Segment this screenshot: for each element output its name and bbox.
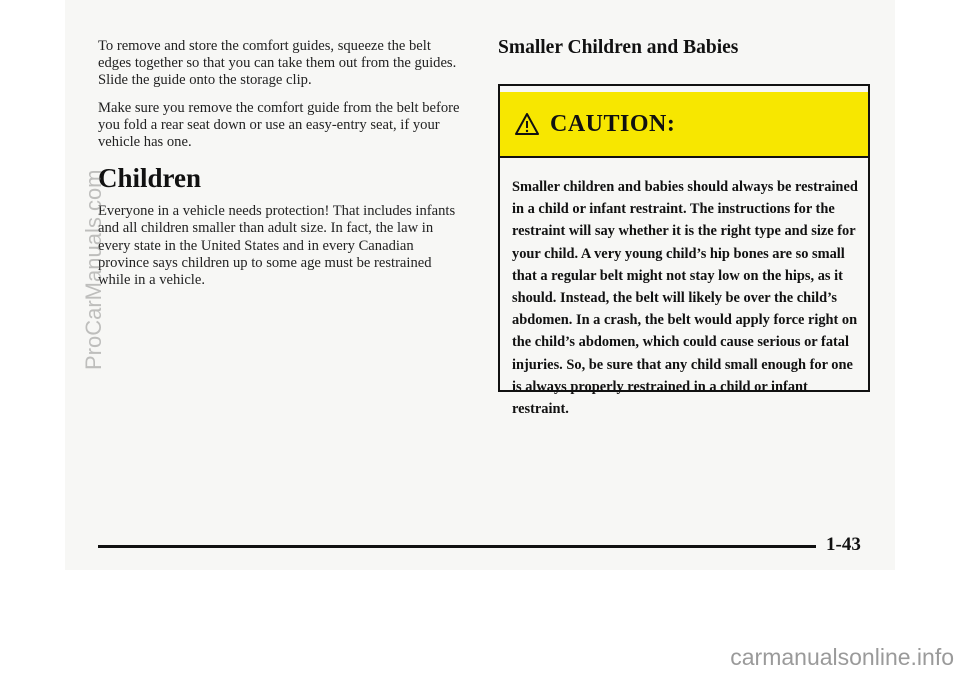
side-watermark: ProCarManuals.com [81, 169, 106, 370]
comfort-guide-storage-paragraph: To remove and store the comfort guides, squeeze the belt edges together so that you can take them out from the guides. Slide the guide onto the storage clip. [98, 38, 457, 89]
caution-title: CAUTION: [550, 110, 676, 137]
footer-rule [98, 545, 816, 548]
caution-box [498, 84, 870, 418]
bottom-watermark: carmanualsonline.info [730, 644, 954, 670]
children-heading: Children [98, 163, 202, 194]
page-number: 1-43 [826, 534, 861, 555]
comfort-guide-removal-paragraph: Make sure you remove the comfort guide from the belt before you fold a rear seat down or use an easy-entry seat, if your vehicle has one. [98, 99, 460, 151]
children-protection-paragraph: Everyone in a vehicle needs protection! That includes infants and all children smaller than adult size. In fact, the law in every state in the United States and in every Canadian province says children up to some age must be restrained while in a vehicle. [98, 203, 456, 289]
caution-header [500, 86, 868, 158]
left-column [98, 38, 463, 299]
caution-text: Smaller children and babies should always be restrained in a child or infant restraint. The instructions for the restraint will say whether it is the right type and size for your child. A very young child’s hip bones are so small that a regular belt might not stay low on the hips, as it should. Instead, the belt will likely be over the child’s abdomen. In a crash, the belt would apply force right on the child’s abdomen, which could cause serious or fatal injuries. So, be sure that any child small enough for one is always properly restrained in a child or infant restraint. [512, 179, 858, 418]
smaller-children-heading: Smaller Children and Babies [498, 37, 739, 58]
warning-triangle-icon [514, 112, 540, 136]
right-column [498, 36, 870, 418]
